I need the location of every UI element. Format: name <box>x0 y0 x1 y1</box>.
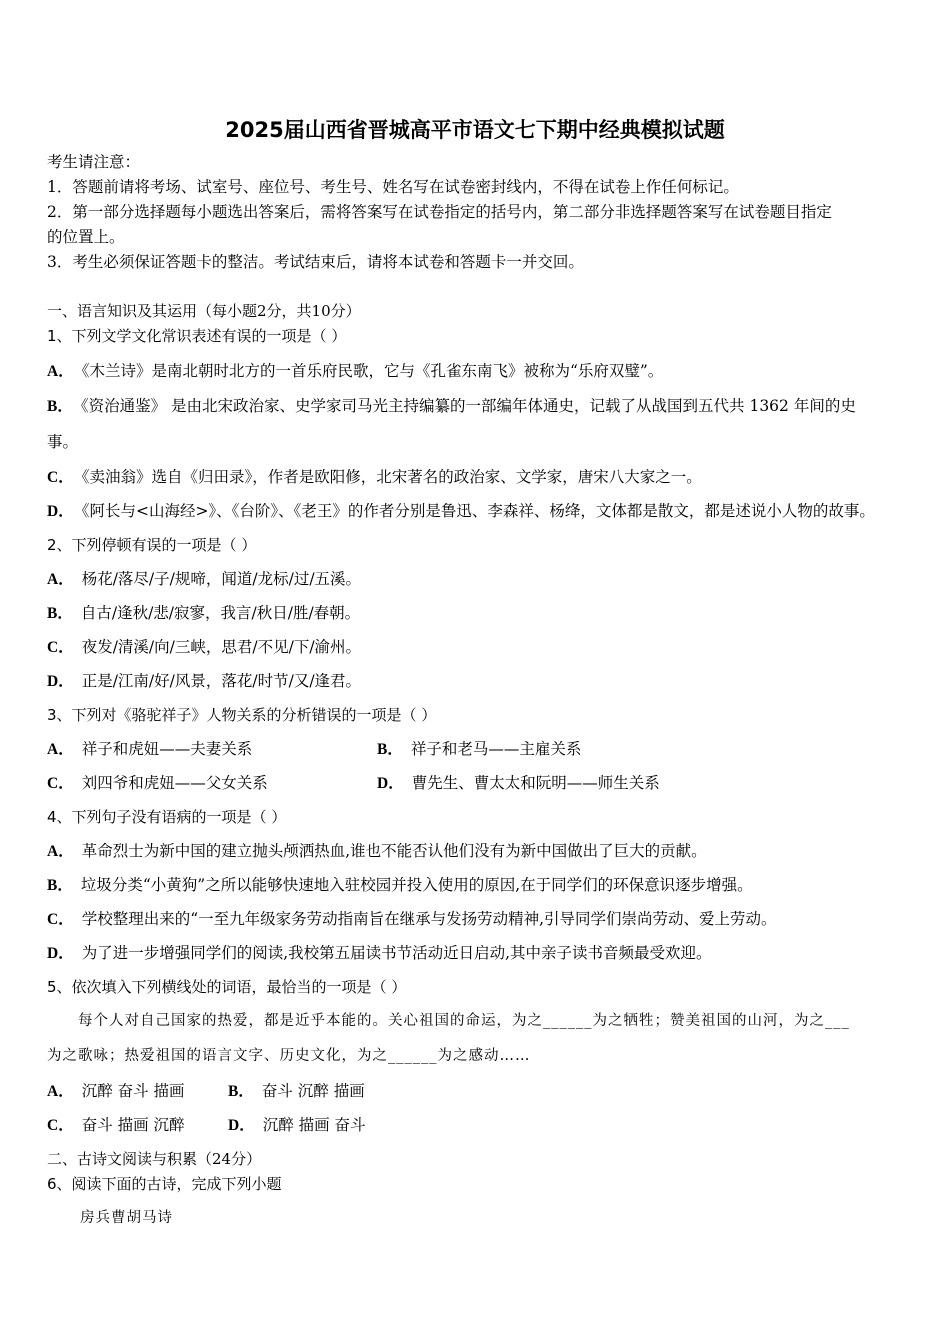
notice-item: 3．考生必须保证答题卡的整洁。考试结束后，请将本试卷和答题卡一并交回。 <box>47 253 584 271</box>
question-5-option-c <box>47 1115 185 1136</box>
option-text: 《阿长与<山海经>》、《台阶》、《老王》的作者分别是鲁迅、李森祥、杨绛，文体都是散文，都是述说小人物的故事。 <box>81 502 875 520</box>
option-text: 沉醉 奋斗 描画 <box>81 1082 185 1100</box>
question-4-stem: 4、下列句子没有语病的一项是（ ） <box>47 808 287 826</box>
question-5-option-a <box>47 1081 185 1102</box>
question-2-option-c <box>47 637 361 658</box>
question-5-passage-continued: 为之歌咏；热爱祖国的语言文字、历史文化，为之______为之感动…… <box>47 1048 531 1064</box>
question-2-option-a <box>47 569 361 590</box>
option-letter: D． <box>377 775 404 792</box>
question-4-option-c <box>47 909 777 930</box>
option-letter: C． <box>47 469 74 486</box>
option-text: 刘四爷和虎妞——父女关系 <box>81 774 268 792</box>
option-letter: A． <box>47 843 74 860</box>
option-letter: C． <box>47 639 74 656</box>
question-5-option-d <box>228 1115 366 1136</box>
question-2-option-b <box>47 603 360 624</box>
poem-title: 房兵曹胡马诗 <box>80 1210 173 1226</box>
question-4-option-d <box>47 943 712 964</box>
question-5-stem: 5、依次填入下列横线处的词语，最恰当的一项是（ ） <box>47 978 407 996</box>
question-3-option-d <box>377 773 660 794</box>
question-2-option-d <box>47 671 361 692</box>
option-text: 曹先生、曹太太和阮明——师生关系 <box>411 774 660 792</box>
question-3-option-a <box>47 739 252 760</box>
question-1-stem: 1、下列文学文化常识表述有误的一项是（ ） <box>47 327 347 345</box>
option-text: 夜发/清溪/向/三峡，思君/不见/下/渝州。 <box>81 638 362 656</box>
notice-item: 1．答题前请将考场、试室号、座位号、考生号、姓名写在试卷密封线内，不得在试卷上作任何标记。 <box>47 178 739 196</box>
option-text: 自古/逢秋/悲/寂寥，我言/秋日/胜/春朝。 <box>80 604 361 622</box>
question-1-option-d <box>47 501 875 522</box>
option-text: 祥子和虎妞——夫妻关系 <box>81 740 253 758</box>
question-2-stem: 2、下列停顿有误的一项是（ ） <box>47 536 257 554</box>
question-3-option-c <box>47 773 268 794</box>
option-text: 杨花/落尽/子/规啼，闻道/龙标/过/五溪。 <box>81 570 362 588</box>
option-letter: B． <box>228 1083 254 1100</box>
option-letter: C． <box>47 911 74 928</box>
question-1-option-a <box>47 361 663 382</box>
option-letter: D． <box>47 945 74 962</box>
notice-item: 的位置上。 <box>47 228 125 246</box>
option-letter: B． <box>47 398 73 415</box>
option-text: 《木兰诗》是南北朝时北方的一首乐府民歌，它与《孔雀东南飞》被称为“乐府双璧”。 <box>81 362 664 380</box>
option-text: 正是/江南/好/风景，落花/时节/又/逢君。 <box>81 672 362 690</box>
option-letter: B． <box>47 877 73 894</box>
option-letter: C． <box>47 1117 74 1134</box>
option-text: 奋斗 描画 沉醉 <box>81 1116 185 1134</box>
option-text: 祥子和老马——主雇关系 <box>410 740 582 758</box>
notice-heading: 考生请注意： <box>47 153 141 171</box>
question-6-stem: 6、阅读下面的古诗，完成下列小题 <box>47 1175 282 1193</box>
option-letter: B． <box>47 605 73 622</box>
option-text: 为了进一步增强同学们的阅读,我校第五届读书节活动近日启动,其中亲子读书音频最受欢迎。 <box>81 944 712 962</box>
option-letter: C． <box>47 775 74 792</box>
option-text: 革命烈士为新中国的建立抛头颅洒热血,谁也不能否认他们没有为新中国做出了巨大的贡献。 <box>81 842 707 860</box>
option-text: 《卖油翁》选自《归田录》，作者是欧阳修，北宋著名的政治家、文学家，唐宋八大家之一。 <box>81 468 702 486</box>
question-4-option-b <box>47 875 753 896</box>
option-text: 垃圾分类“小黄狗”之所以能够快速地入驻校园并投入使用的原因,在于同学们的环保意识逐步增强。 <box>80 876 753 894</box>
option-letter: A． <box>47 363 74 380</box>
option-letter: D． <box>47 673 74 690</box>
option-letter: A． <box>47 741 74 758</box>
option-text: 《资治通鉴》 是由北宋政治家、史学家司马光主持编纂的一部编年体通史，记载了从战国到五代共 1362 年间的史 <box>80 397 856 415</box>
section-heading-2: 二、古诗文阅读与积累（24分） <box>47 1150 262 1168</box>
option-text: 奋斗 沉醉 描画 <box>261 1082 365 1100</box>
option-text: 学校整理出来的“一至九年级家务劳动指南旨在继承与发扬劳动精神,引导同学们崇尚劳动、爱上劳动。 <box>81 910 777 928</box>
option-letter: D． <box>228 1117 255 1134</box>
question-4-option-a <box>47 841 707 862</box>
option-letter: A． <box>47 571 74 588</box>
option-letter: A． <box>47 1083 74 1100</box>
page-title: 2025届山西省晋城高平市语文七下期中经典模拟试题 <box>225 118 725 142</box>
notice-item: 2．第一部分选择题每小题选出答案后，需将答案写在试卷指定的括号内，第二部分非选择题答案写在试卷题目指定 <box>47 203 832 221</box>
question-3-option-b <box>377 739 581 760</box>
option-letter: B． <box>377 741 403 758</box>
option-letter: D． <box>47 503 74 520</box>
question-1-option-b-continued: 事。 <box>47 433 79 451</box>
question-5-option-b <box>228 1081 365 1102</box>
question-5-passage: 每个人对自己国家的热爱，都是近乎本能的。关心祖国的命运，为之______为之牺牲；赞美祖国的山河，为之___ <box>78 1013 850 1029</box>
question-1-option-b <box>47 396 856 417</box>
option-text: 沉醉 描画 奋斗 <box>262 1116 366 1134</box>
section-heading-1: 一、语言知识及其运用（每小题2分，共10分） <box>47 302 361 320</box>
question-1-option-c <box>47 467 702 488</box>
question-3-stem: 3、下列对《骆驼祥子》人物关系的分析错误的一项是（ ） <box>47 706 437 724</box>
